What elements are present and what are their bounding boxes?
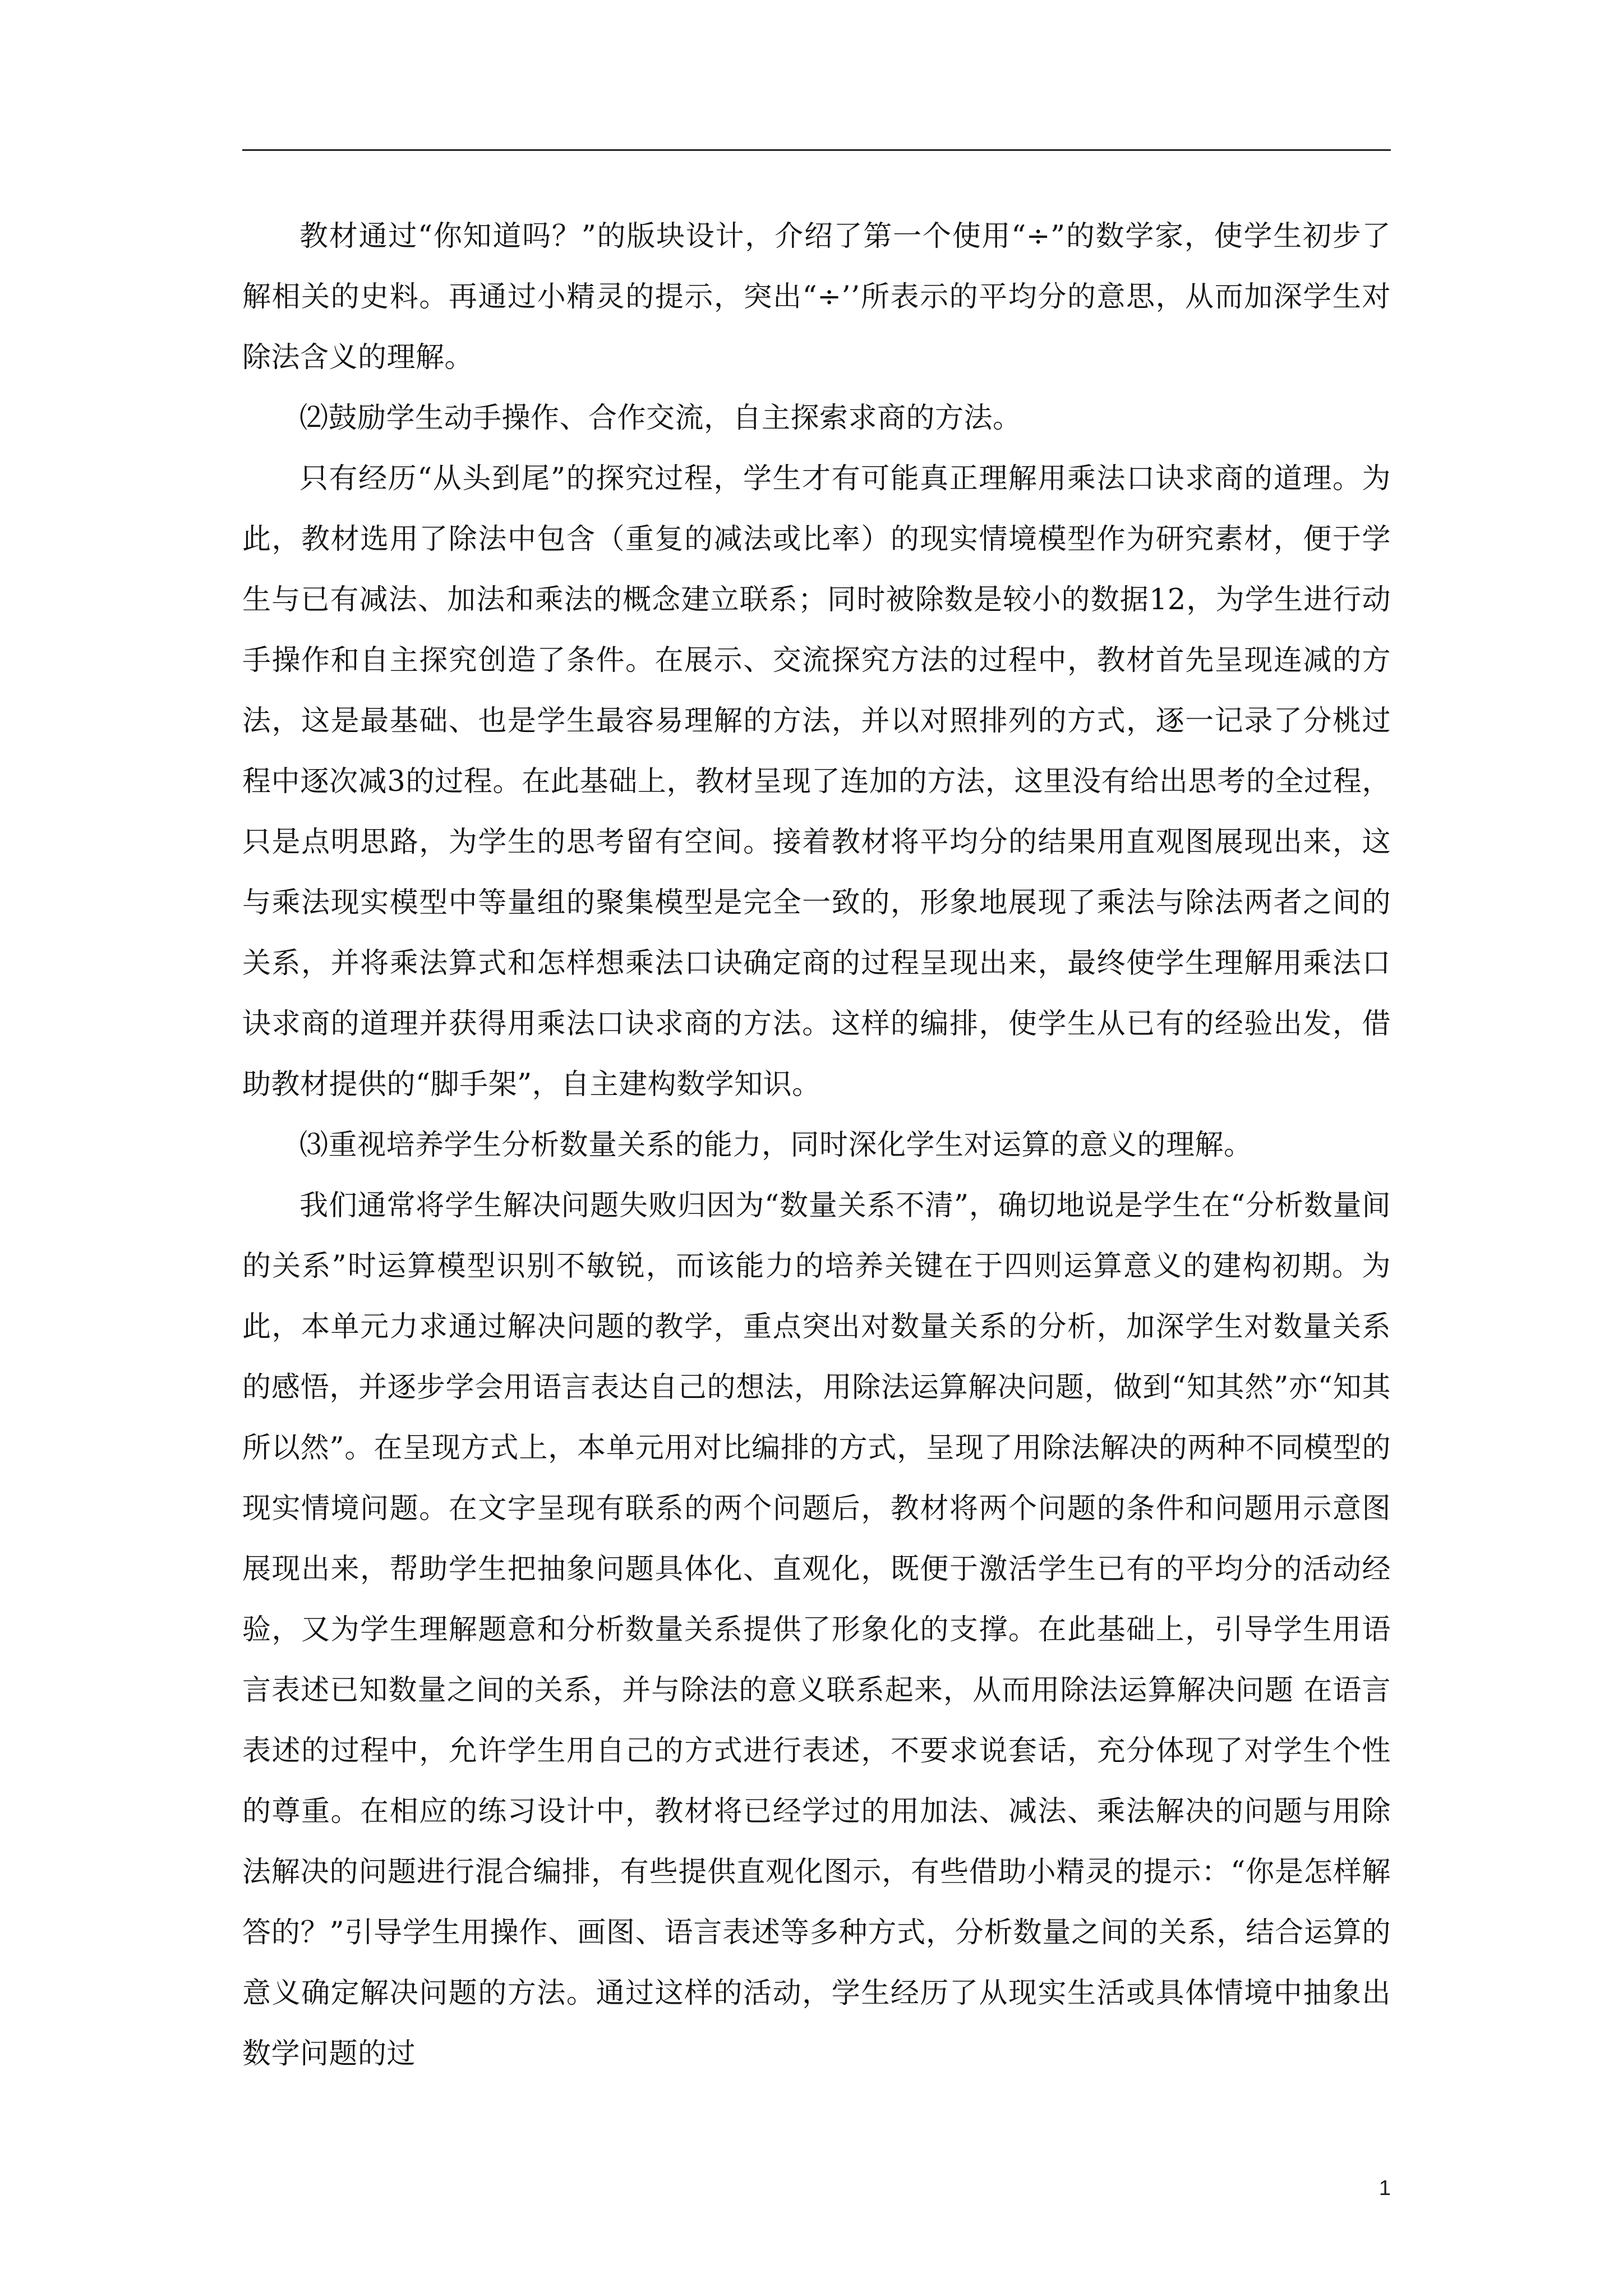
- paragraph-heading-3: ⑶重视培养学生分析数量关系的能力，同时深化学生对运算的意义的理解。: [299, 1129, 1253, 1162]
- paragraph-exploration: 只有经历“从头到尾”的探究过程，学生才有可能真正理解用乘法口诀求商的道理。为此，教材选用了除法中包含（重复的减法或比率）的现实情境模型作为研究素材，便于学生与已有减法、加法和乘法的概念建立联系；同时被除数是较小的数据12，为学生进行动手操作和自主探究创造了条件。在展示、交流探究方法的过程中，教材首先呈现连减的方法，这是最基础、也是学生最容易理解的方法，并以对照排列的方式，逐一记录了分桃过程中逐次减3的过程。在此基础上，教材呈现了连加的方法，这里没有给出思考的全过程，只是点明思路，为学生的思考留有空间。接着教材将平均分的结果用直观图展现出来，这与乘法现实模型中等量组的聚集模型是完全一致的，形象地展现了乘法与除法两者之间的关系，并将乘法算式和怎样想乘法口诀确定商的过程呈现出来，最终使学生理解用乘法口诀求商的道理并获得用乘法口诀求商的方法。这样的编排，使学生从已有的经验出发，借助教材提供的“脚手架”，自主建构数学知识。: [242, 462, 1391, 1101]
- paragraph-intro: 教材通过“你知道吗？”的版块设计，介绍了第一个使用“÷”的数学家，使学生初步了解相关的史料。再通过小精灵的提示，突出“÷’’所表示的平均分的意思，从而加深学生对除法含义的理解。: [242, 220, 1391, 374]
- paragraph-heading-2: ⑵鼓励学生动手操作、合作交流，自主探索求商的方法。: [299, 402, 1022, 435]
- header-rule: [242, 149, 1391, 151]
- body-text: [242, 206, 1391, 2085]
- page-number: 1: [1378, 2177, 1391, 2200]
- paragraph-quantity-relations: 我们通常将学生解决问题失败归因为“数量关系不清”，确切地说是学生在“分析数量间的关系”时运算模型识别不敏锐，而该能力的培养关键在于四则运算意义的建构初期。为此，本单元力求通过解决问题的教学，重点突出对数量关系的分析，加深学生对数量关系的感悟，并逐步学会用语言表达自己的想法，用除法运算解决问题，做到“知其然”亦“知其所以然”。在呈现方式上，本单元用对比编排的方式，呈现了用除法解决的两种不同模型的现实情境问题。在文字呈现有联系的两个问题后，教材将两个问题的条件和问题用示意图展现出来，帮助学生把抽象问题具体化、直观化，既便于激活学生已有的平均分的活动经验，又为学生理解题意和分析数量关系提供了形象化的支撑。在此基础上，引导学生用语言表述已知数量之间的关系，并与除法的意义联系起来，从而用除法运算解决问题 在语言表述的过程中，允许学生用自己的方式进行表述，不要求说套话，充分体现了对学生个性的尊重。在相应的练习设计中，教材将已经学过的用加法、减法、乘法解决的问题与用除法解决的问题进行混合编排，有些提供直观化图示，有些借助小精灵的提示：“你是怎样解答的？”引导学生用操作、画图、语言表述等多种方式，分析数量之间的关系，结合运算的意义确定解决问题的方法。通过这样的活动，学生经历了从现实生活或具体情境中抽象出数学问题的过: [242, 1189, 1391, 2070]
